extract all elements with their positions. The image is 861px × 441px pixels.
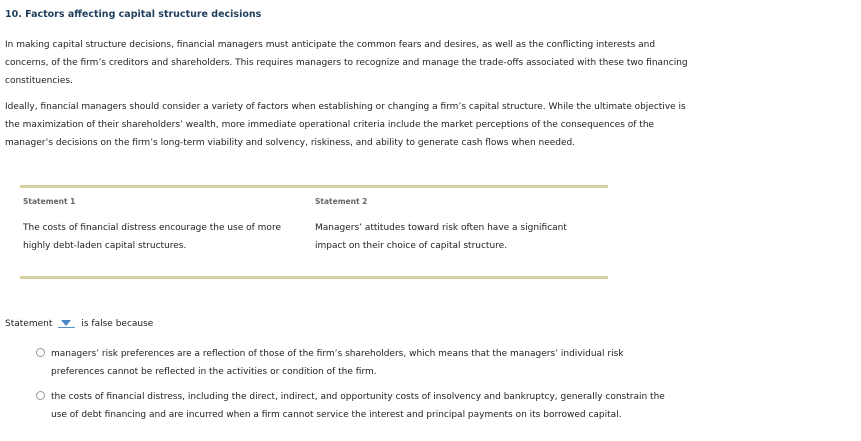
radio-button[interactable]: [36, 391, 45, 400]
text-line: In making capital structure decisions, financial managers must anticipate the common fears and desires, as well as the conflicting interests and: [5, 40, 656, 50]
statement-1-header: Statement 1: [23, 197, 76, 206]
text-line: Ideally, financial managers should consider a variety of factors when establishing or changing a firm’s capital structure. While the ultimate objective is: [5, 102, 686, 112]
statement-dropdown[interactable]: [58, 317, 75, 328]
text-line: preferences cannot be reflected in the activities or condition of the firm.: [51, 367, 377, 377]
question-title: 10. Factors affecting capital structure decisions: [5, 9, 262, 20]
statement-2-header: Statement 2: [315, 197, 368, 206]
text-line: The costs of financial distress encourage the use of more: [23, 223, 281, 233]
text-line: constituencies.: [5, 76, 73, 86]
radio-button[interactable]: [36, 348, 45, 357]
statement-2-text: [315, 219, 567, 255]
table-bottom-rule: [20, 276, 608, 279]
table-top-rule: [20, 185, 608, 188]
text-line: highly debt-laden capital structures.: [23, 241, 187, 251]
intro-paragraph-2: [5, 98, 686, 152]
text-line: concerns, of the firm’s creditors and shareholders. This requires managers to recognize and manage the trade-offs associated with these two financing: [5, 58, 688, 68]
intro-paragraph-1: [5, 36, 688, 90]
text-line: manager’s decisions on the firm’s long-term viability and solvency, riskiness, and ability to generate cash flows when needed.: [5, 138, 576, 148]
question-sentence: [5, 315, 153, 333]
statement-1-text: [23, 219, 281, 255]
answer-option-2[interactable]: [36, 388, 665, 424]
statement-label: Statement: [5, 319, 53, 329]
text-line: managers’ risk preferences are a reflection of those of the firm’s shareholders, which means that the managers’ individual risk: [51, 349, 624, 359]
false-because-label: is false because: [81, 319, 154, 329]
text-line: the costs of financial distress, including the direct, indirect, and opportunity costs of insolvency and bankruptcy, generally constrain the: [51, 392, 665, 402]
text-line: impact on their choice of capital structure.: [315, 241, 508, 251]
text-line: the maximization of their shareholders’ wealth, more immediate operational criteria include the market perceptions of the consequences of the: [5, 120, 655, 130]
answer-option-1[interactable]: [36, 345, 624, 381]
text-line: use of debt financing and are incurred when a firm cannot service the interest and principal payments on its borrowed capital.: [51, 410, 622, 420]
text-line: Managers’ attitudes toward risk often have a significant: [315, 223, 567, 233]
